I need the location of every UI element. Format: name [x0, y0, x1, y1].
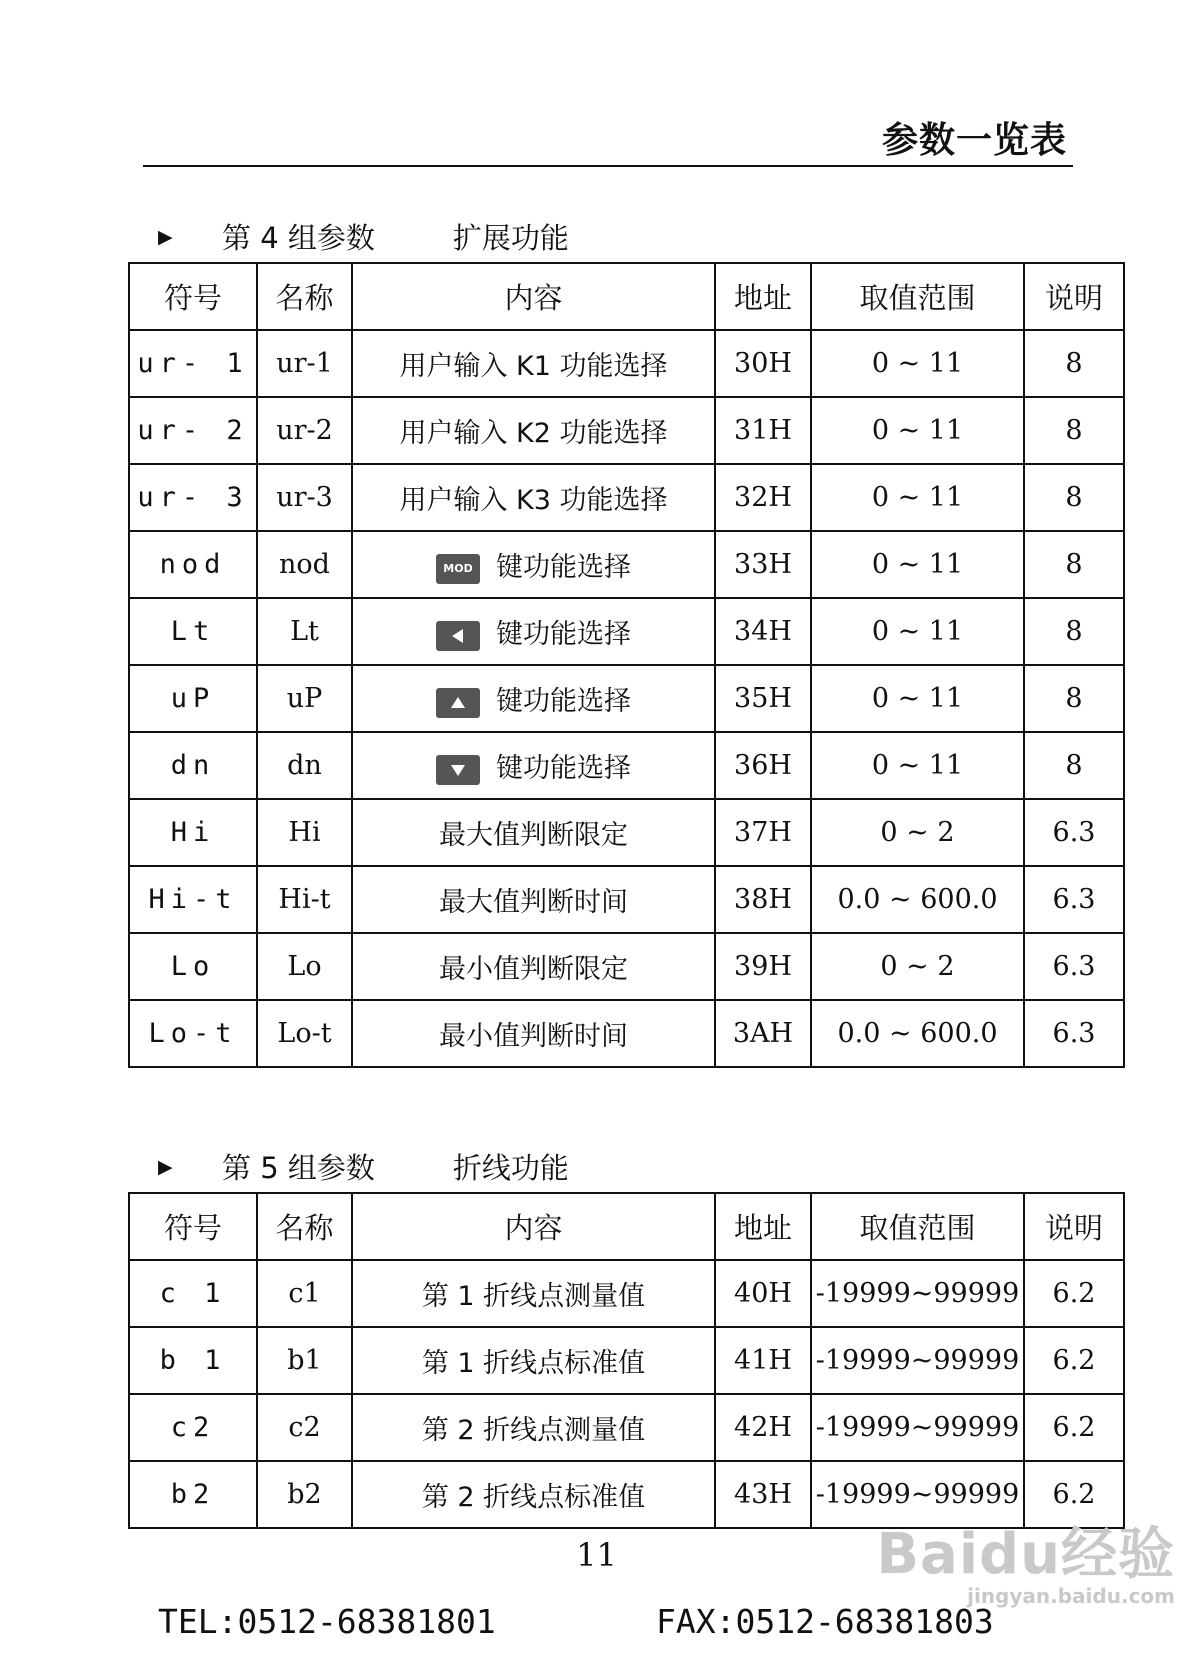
note-cell: 8	[1024, 397, 1124, 464]
symbol-cell: b2	[129, 1461, 257, 1528]
note-cell: 8	[1024, 464, 1124, 531]
name-cell: ur-1	[257, 330, 352, 397]
name-cell: Lt	[257, 598, 352, 665]
content-cell: 第 2 折线点标准值	[352, 1461, 715, 1528]
symbol-cell: ur- 1	[129, 330, 257, 397]
group4-name: 扩展功能	[452, 221, 569, 255]
address-cell: 34H	[715, 598, 811, 665]
name-cell: uP	[257, 665, 352, 732]
symbol-cell: Lo	[129, 933, 257, 1000]
header-range: 取值范围	[811, 1193, 1024, 1260]
content-cell: 用户输入 K1 功能选择	[352, 330, 715, 397]
name-cell: Hi-t	[257, 866, 352, 933]
symbol-cell: Lt	[129, 598, 257, 665]
address-cell: 3AH	[715, 1000, 811, 1067]
note-cell: 8	[1024, 732, 1124, 799]
content-cell: 第 1 折线点标准值	[352, 1327, 715, 1394]
table-header-row	[129, 1193, 1124, 1260]
watermark-logo: Baidu经验	[876, 1522, 1175, 1587]
range-cell: 0 ~ 11	[811, 531, 1024, 598]
content-text: 键功能选择	[496, 753, 631, 784]
section-heading-group5	[158, 1146, 569, 1187]
name-cell: c1	[257, 1260, 352, 1327]
up-arrow-key-icon	[436, 688, 480, 718]
table-header-row	[129, 263, 1124, 330]
range-cell: 0 ~ 11	[811, 464, 1024, 531]
content-cell	[352, 531, 715, 598]
table-row	[129, 866, 1124, 933]
header-note: 说明	[1024, 1193, 1124, 1260]
symbol-cell: ur- 2	[129, 397, 257, 464]
content-cell	[352, 732, 715, 799]
content-cell: 最大值判断限定	[352, 799, 715, 866]
table-row	[129, 665, 1124, 732]
watermark-url: jingyan.baidu.com	[967, 1584, 1175, 1608]
content-cell: 用户输入 K2 功能选择	[352, 397, 715, 464]
symbol-cell: uP	[129, 665, 257, 732]
header-name: 名称	[257, 1193, 352, 1260]
header-name: 名称	[257, 263, 352, 330]
name-cell: ur-2	[257, 397, 352, 464]
left-arrow-key-icon	[436, 621, 480, 651]
note-cell: 6.2	[1024, 1327, 1124, 1394]
name-cell: ur-3	[257, 464, 352, 531]
down-arrow-key-icon	[436, 755, 480, 785]
note-cell: 6.2	[1024, 1260, 1124, 1327]
header-address: 地址	[715, 263, 811, 330]
name-cell: nod	[257, 531, 352, 598]
table-row	[129, 732, 1124, 799]
note-cell: 6.3	[1024, 799, 1124, 866]
range-cell: 0 ~ 11	[811, 598, 1024, 665]
range-cell: 0.0 ~ 600.0	[811, 1000, 1024, 1067]
note-cell: 6.3	[1024, 866, 1124, 933]
address-cell: 42H	[715, 1394, 811, 1461]
content-text: 键功能选择	[496, 686, 631, 717]
address-cell: 36H	[715, 732, 811, 799]
table-row	[129, 1000, 1124, 1067]
range-cell: 0.0 ~ 600.0	[811, 866, 1024, 933]
table-row	[129, 799, 1124, 866]
table-row	[129, 1394, 1124, 1461]
header-symbol: 符号	[129, 1193, 257, 1260]
header-note: 说明	[1024, 263, 1124, 330]
symbol-cell: c 1	[129, 1260, 257, 1327]
symbol-cell: ur- 3	[129, 464, 257, 531]
group5-table	[128, 1192, 1125, 1529]
symbol-cell: c2	[129, 1394, 257, 1461]
range-cell: 0 ~ 11	[811, 732, 1024, 799]
page-title: 参数一览表	[881, 120, 1067, 161]
address-cell: 31H	[715, 397, 811, 464]
range-cell: -19999~99999	[811, 1260, 1024, 1327]
content-cell	[352, 598, 715, 665]
section-heading-group4	[158, 216, 569, 257]
baidu-watermark	[876, 1510, 1175, 1608]
address-cell: 35H	[715, 665, 811, 732]
content-cell: 第 2 折线点测量值	[352, 1394, 715, 1461]
range-cell: 0 ~ 11	[811, 397, 1024, 464]
table-row	[129, 531, 1124, 598]
bullet-icon: ▶	[158, 225, 173, 248]
content-cell: 最大值判断时间	[352, 866, 715, 933]
range-cell: 0 ~ 11	[811, 330, 1024, 397]
header-content: 内容	[352, 263, 715, 330]
page-number: 11	[576, 1536, 617, 1574]
content-cell: 最小值判断限定	[352, 933, 715, 1000]
content-cell: 最小值判断时间	[352, 1000, 715, 1067]
content-text: 键功能选择	[496, 619, 631, 650]
address-cell: 38H	[715, 866, 811, 933]
table-row	[129, 464, 1124, 531]
note-cell: 6.2	[1024, 1394, 1124, 1461]
address-cell: 39H	[715, 933, 811, 1000]
address-cell: 32H	[715, 464, 811, 531]
note-cell: 6.3	[1024, 1000, 1124, 1067]
symbol-cell: nod	[129, 531, 257, 598]
content-cell	[352, 665, 715, 732]
title-rule	[143, 165, 1073, 167]
range-cell: -19999~99999	[811, 1461, 1024, 1528]
mod-key-icon: MOD	[436, 554, 480, 584]
header-symbol: 符号	[129, 263, 257, 330]
note-cell: 6.3	[1024, 933, 1124, 1000]
range-cell: -19999~99999	[811, 1394, 1024, 1461]
symbol-cell: b 1	[129, 1327, 257, 1394]
content-text: 键功能选择	[496, 552, 631, 583]
address-cell: 43H	[715, 1461, 811, 1528]
address-cell: 41H	[715, 1327, 811, 1394]
table-row	[129, 933, 1124, 1000]
header-content: 内容	[352, 1193, 715, 1260]
symbol-cell: dn	[129, 732, 257, 799]
note-cell: 8	[1024, 531, 1124, 598]
content-cell: 第 1 折线点测量值	[352, 1260, 715, 1327]
group5-number: 第 5 组参数	[222, 1151, 375, 1185]
address-cell: 30H	[715, 330, 811, 397]
address-cell: 37H	[715, 799, 811, 866]
group5-name: 折线功能	[452, 1151, 569, 1185]
bullet-icon: ▶	[158, 1155, 173, 1178]
header-range: 取值范围	[811, 263, 1024, 330]
table-row	[129, 1260, 1124, 1327]
header-address: 地址	[715, 1193, 811, 1260]
symbol-cell: Hi-t	[129, 866, 257, 933]
range-cell: -19999~99999	[811, 1327, 1024, 1394]
address-cell: 40H	[715, 1260, 811, 1327]
symbol-cell: Hi	[129, 799, 257, 866]
range-cell: 0 ~ 2	[811, 933, 1024, 1000]
name-cell: dn	[257, 732, 352, 799]
name-cell: b1	[257, 1327, 352, 1394]
note-cell: 8	[1024, 330, 1124, 397]
table-row	[129, 1327, 1124, 1394]
address-cell: 33H	[715, 531, 811, 598]
range-cell: 0 ~ 2	[811, 799, 1024, 866]
table-row	[129, 330, 1124, 397]
name-cell: b2	[257, 1461, 352, 1528]
content-cell: 用户输入 K3 功能选择	[352, 464, 715, 531]
note-cell: 8	[1024, 598, 1124, 665]
name-cell: Hi	[257, 799, 352, 866]
name-cell: Lo-t	[257, 1000, 352, 1067]
note-cell: 6.2	[1024, 1461, 1124, 1528]
symbol-cell: Lo-t	[129, 1000, 257, 1067]
group4-table	[128, 262, 1125, 1068]
note-cell: 8	[1024, 665, 1124, 732]
group4-number: 第 4 组参数	[222, 221, 375, 255]
name-cell: Lo	[257, 933, 352, 1000]
footer-tel: TEL:0512-68381801	[158, 1602, 496, 1641]
footer-fax: FAX:0512-68381803	[656, 1602, 994, 1641]
range-cell: 0 ~ 11	[811, 665, 1024, 732]
table-row	[129, 598, 1124, 665]
name-cell: c2	[257, 1394, 352, 1461]
table-row	[129, 397, 1124, 464]
